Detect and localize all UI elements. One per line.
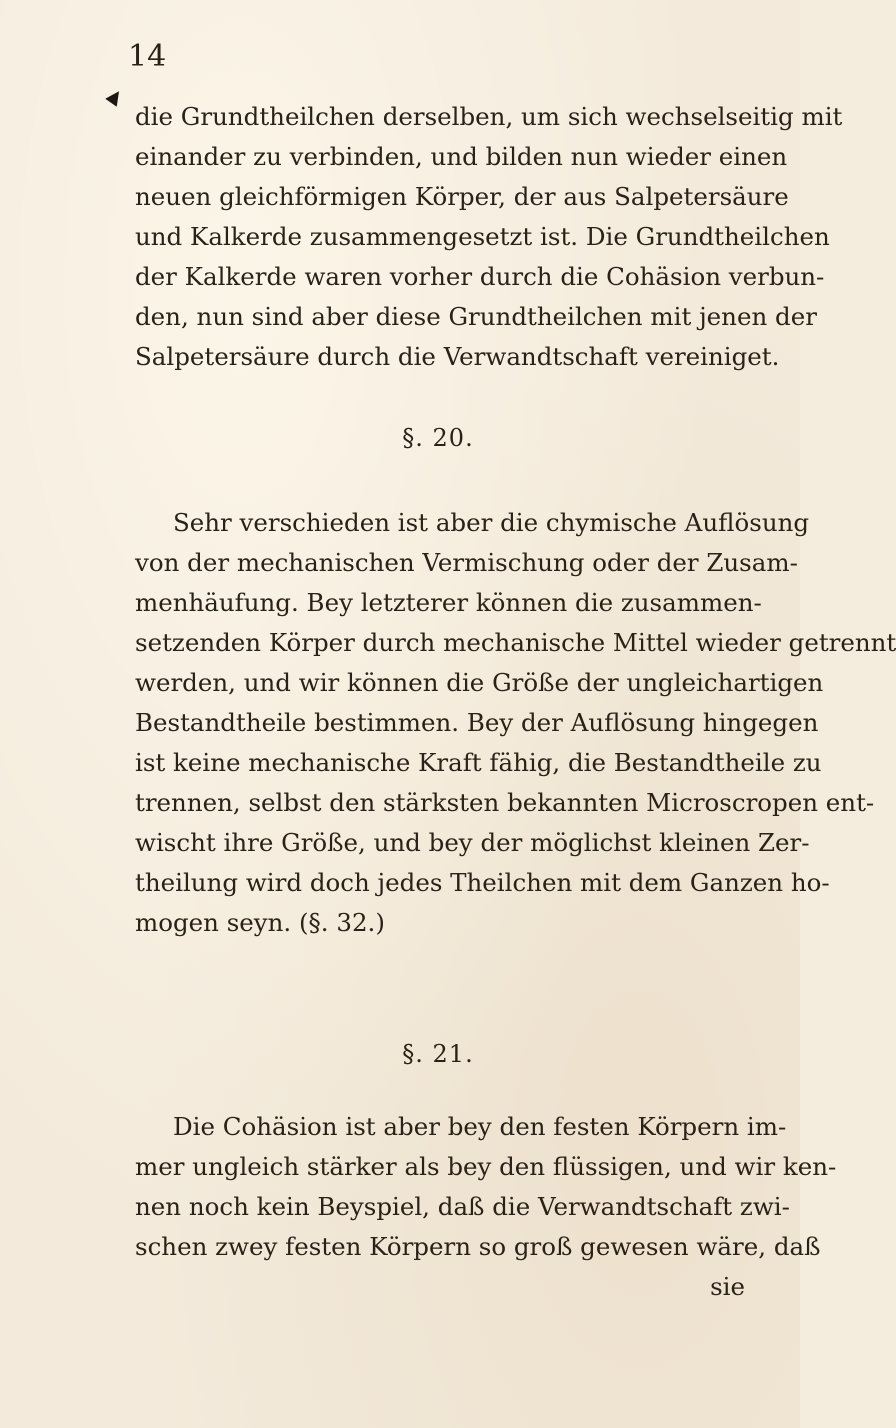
text-line: mogen seyn. (§. 32.): [135, 908, 385, 937]
text-line: Sehr verschieden ist aber die chymische Auflösung: [173, 508, 810, 537]
catchword: sie: [710, 1272, 745, 1301]
section-21-paragraph: [135, 1107, 837, 1307]
text-line: und Kalkerde zusammengesetzt ist. Die Grundtheilchen: [135, 222, 830, 251]
text-line: mer ungleich stärker als bey den flüssigen, und wir ken-: [135, 1152, 837, 1181]
text-line: trennen, selbst den stärksten bekannten Microscropen ent-: [135, 788, 875, 817]
text-line: nen noch kein Beyspiel, daß die Verwandtschaft zwi-: [135, 1192, 790, 1221]
text-line: neuen gleichförmigen Körper, der aus Salpetersäure: [135, 182, 789, 211]
text-line: theilung wird doch jedes Theilchen mit dem Ganzen ho-: [135, 868, 830, 897]
paragraph-continuation: [135, 97, 843, 377]
ink-blot-mark: [105, 87, 124, 106]
section-heading-20: §. 20.: [402, 424, 474, 452]
text-line: menhäufung. Bey letzterer können die zusammen-: [135, 588, 762, 617]
text-line: wischt ihre Größe, und bey der möglichst kleinen Zer-: [135, 828, 810, 857]
text-line: Die Cohäsion ist aber bey den festen Körpern im-: [173, 1112, 787, 1141]
section-20-paragraph: [135, 503, 896, 943]
text-line: von der mechanischen Vermischung oder der Zusam-: [135, 548, 798, 577]
text-line: Salpetersäure durch die Verwandtschaft vereiniget.: [135, 342, 780, 371]
text-line: die Grundtheilchen derselben, um sich wechselseitig mit: [135, 102, 843, 131]
text-line: werden, und wir können die Größe der ungleichartigen: [135, 668, 824, 697]
text-line: der Kalkerde waren vorher durch die Cohäsion verbun-: [135, 262, 825, 291]
text-line: schen zwey festen Körpern so groß gewesen wäre, daß: [135, 1232, 821, 1261]
text-line: den, nun sind aber diese Grundtheilchen mit jenen der: [135, 302, 817, 331]
text-line: setzenden Körper durch mechanische Mittel wieder getrennt: [135, 628, 896, 657]
page-number: 14: [128, 39, 167, 74]
text-line: ist keine mechanische Kraft fähig, die Bestandtheile zu: [135, 748, 822, 777]
text-line: einander zu verbinden, und bilden nun wieder einen: [135, 142, 788, 171]
text-line: Bestandtheile bestimmen. Bey der Auflösung hingegen: [135, 708, 819, 737]
section-heading-21: §. 21.: [402, 1040, 474, 1068]
